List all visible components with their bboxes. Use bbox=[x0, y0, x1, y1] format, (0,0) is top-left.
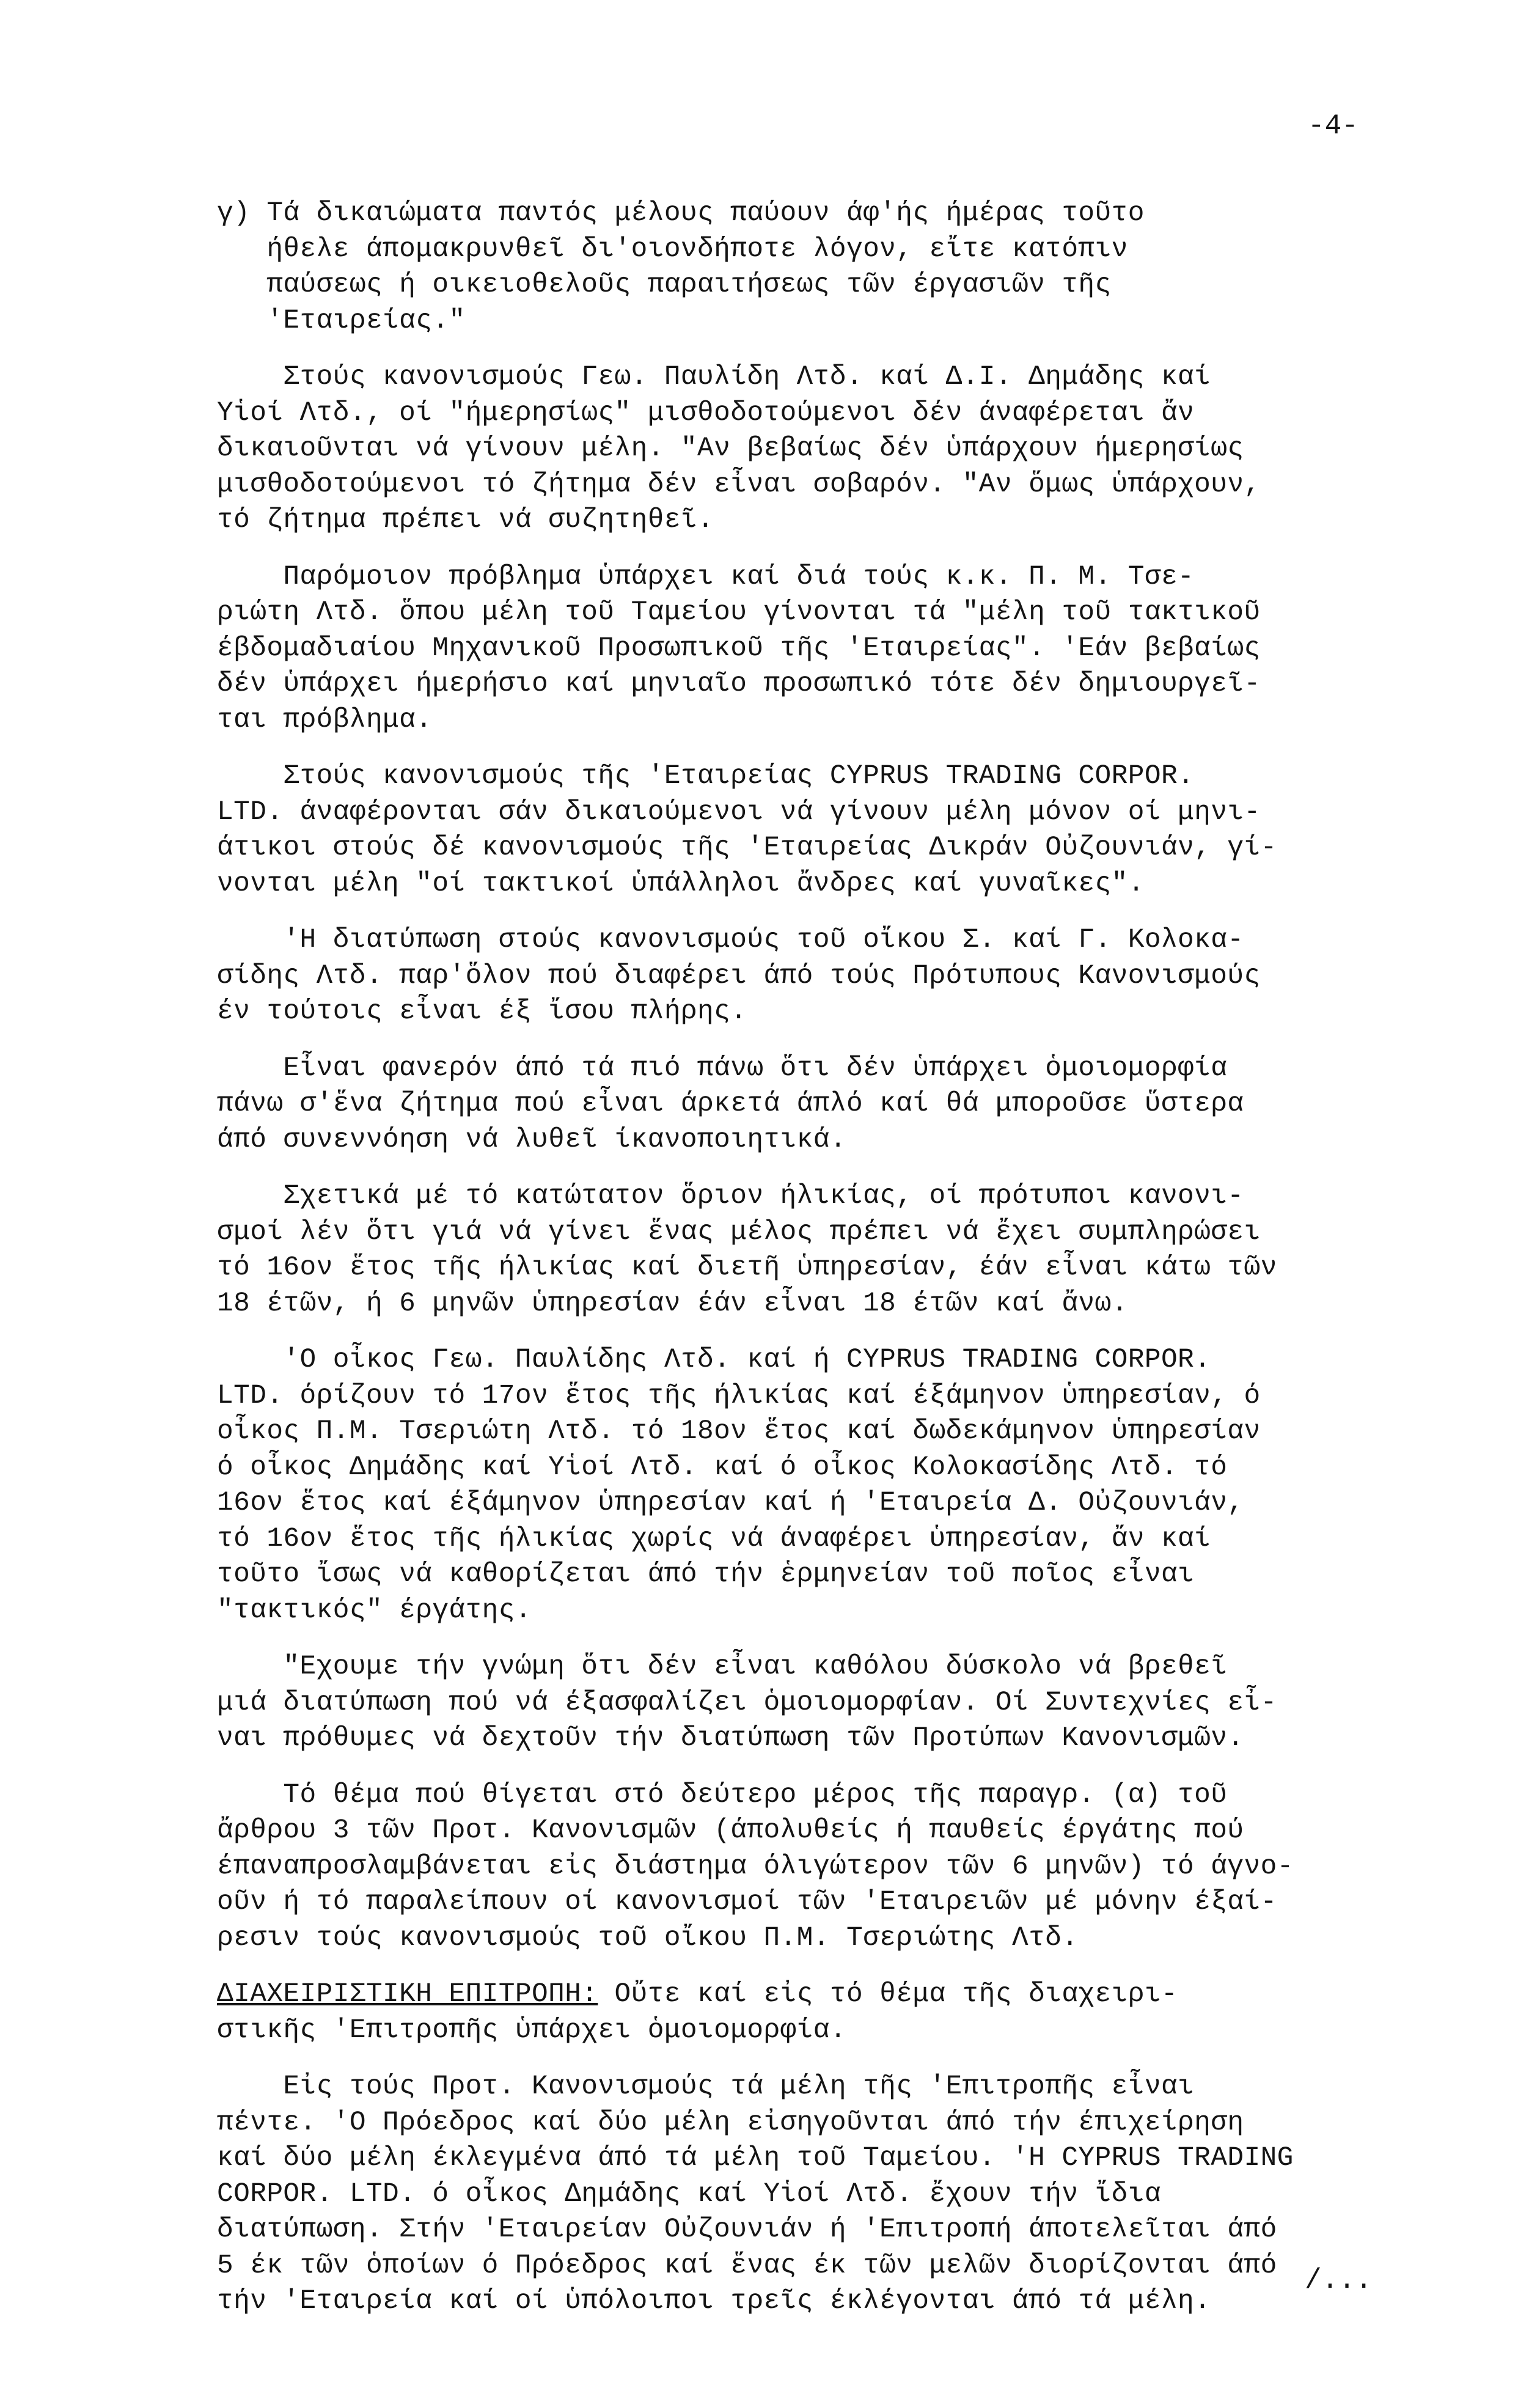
text-line bbox=[217, 559, 1433, 595]
line-text: τό 16ον ἕτος τῆς ήλικίας χωρίς νά άναφέρει ὑπηρεσίαν, ἄν καί bbox=[217, 1523, 1211, 1554]
text-line bbox=[217, 2013, 1433, 2049]
line-text: άπό συνεννόηση νά λυθεῖ ίκανοποιητικά. bbox=[217, 1124, 846, 1155]
text-line bbox=[217, 1977, 1433, 2013]
line-text: 'Η διατύπωση στούς κανονισμούς τοῦ οἴκου Σ. καί Γ. Κολοκα- bbox=[217, 925, 1244, 955]
body-text bbox=[217, 196, 1433, 2320]
text-line bbox=[217, 795, 1433, 831]
text-line bbox=[217, 1884, 1433, 1920]
text-line bbox=[217, 1450, 1433, 1486]
line-text: Εἰς τούς Προτ. Κανονισμούς τά μέλη τῆς 'Επιτροπῆς εἶναι bbox=[217, 2071, 1195, 2102]
line-text: ναι πρόθυμες νά δεχτοῦν τήν διατύπωση τῶν Προτύπων Κανονισμῶν. bbox=[217, 1723, 1244, 1754]
paragraph-gap bbox=[217, 1158, 1433, 1178]
continuation-mark: /... bbox=[1305, 2265, 1373, 2296]
text-line bbox=[217, 1342, 1433, 1378]
text-line bbox=[217, 1250, 1433, 1286]
text-line bbox=[217, 2283, 1433, 2320]
text-line bbox=[217, 1721, 1433, 1757]
text-line bbox=[217, 2212, 1433, 2248]
line-text: LTD. άναφέρονται σάν δικαιούμενοι νά γίνουν μέλη μόνον οί μηνι- bbox=[217, 796, 1261, 828]
line-text: 16ον ἕτος καί έξάμηνον ὑπηρεσίαν καί ή 'Εταιρεία Δ. Οὐζουνιάν, bbox=[217, 1488, 1244, 1518]
text-line bbox=[217, 303, 1433, 339]
text-line bbox=[217, 1557, 1433, 1593]
page-number: -4- bbox=[1308, 110, 1358, 142]
text-line bbox=[217, 502, 1433, 538]
paragraph bbox=[217, 1342, 1433, 1628]
line-text: σμοί λέν ὅτι γιά νά γίνει ἕνας μέλος πρέπει νά ἔχει συμπληρώσει bbox=[217, 1216, 1261, 1247]
text-line bbox=[217, 1178, 1433, 1214]
line-text: ται πρόβλημα. bbox=[217, 704, 433, 735]
line-text: έβδομαδιαίου Μηχανικοῦ Προσωπικοῦ τῆς 'Εταιρείας". 'Εάν βεβαίως bbox=[217, 633, 1261, 664]
line-text: οἶκος Π.Μ. Τσεριώτη Λτδ. τό 18ον ἕτος καί δωδεκάμηνον ὑπηρεσίαν bbox=[217, 1416, 1261, 1447]
text-line bbox=[217, 2069, 1433, 2105]
text-line bbox=[217, 1122, 1433, 1158]
line-text: δέν ὑπάρχει ήμερήσιο καί μηνιαῖο προσωπικό τότε δέν δημιουργεῖ- bbox=[217, 669, 1261, 699]
line-text: Στούς κανονισμούς τῆς 'Εταιρείας CYPRUS TRADING CORPOR. bbox=[217, 761, 1195, 792]
line-text: Σχετικά μέ τό κατώτατον ὅριον ήλικίας, οί πρότυποι κανονι- bbox=[217, 1181, 1244, 1211]
line-text: ό οἶκος Δημάδης καί Υἱοί Λτδ. καί ό οἶκος Κολοκασίδης Λτδ. τό bbox=[217, 1452, 1228, 1483]
text-line bbox=[217, 267, 1433, 303]
paragraph bbox=[217, 759, 1433, 902]
text-line bbox=[217, 359, 1433, 395]
paragraph bbox=[217, 196, 1433, 339]
text-line bbox=[217, 395, 1433, 432]
line-text: διατύπωση. Στήν 'Εταιρείαν Οὐζουνιάν ή 'Επιτροπή άποτελεῖται άπό bbox=[217, 2214, 1277, 2245]
line-text: μισθοδοτούμενοι τό ζήτημα δέν εἶναι σοβαρόν. "Αν ὅμως ὑπάρχουν, bbox=[217, 469, 1261, 500]
text-line bbox=[217, 759, 1433, 795]
text-line bbox=[217, 922, 1433, 958]
paragraph bbox=[217, 1649, 1433, 1757]
line-text: τό ζήτημα πρέπει νά συζητηθεῖ. bbox=[217, 505, 714, 535]
line-text: νονται μέλη "οί τακτικοί ὑπάλληλοι ἄνδρες καί γυναῖκες". bbox=[217, 868, 1145, 899]
line-text: τό 16ον ἕτος τῆς ήλικίας καί διετῆ ὑπηρεσίαν, έάν εἶναι κάτω τῶν bbox=[217, 1252, 1277, 1283]
line-text: τοῦτο ἴσως νά καθορίζεται άπό τήν ἑρμηνείαν τοῦ ποῖος εἶναι bbox=[217, 1559, 1195, 1590]
text-line bbox=[217, 631, 1433, 667]
text-line bbox=[217, 1485, 1433, 1521]
paragraph-gap bbox=[217, 1757, 1433, 1777]
paragraph-gap bbox=[217, 1956, 1433, 1977]
text-line bbox=[217, 1086, 1433, 1122]
line-text: 'Ο οἶκος Γεω. Παυλίδης Λτδ. καί ή CYPRUS TRADING CORPOR. bbox=[217, 1345, 1211, 1375]
text-line bbox=[217, 666, 1433, 702]
text-line bbox=[217, 1685, 1433, 1721]
paragraph-gap bbox=[217, 339, 1433, 359]
line-text: τήν 'Εταιρεία καί οί ὑπόλοιποι τρεῖς έκλέγονται άπό τά μέλη. bbox=[217, 2286, 1211, 2316]
text-line bbox=[217, 866, 1433, 902]
line-text: Τό θέμα πού θίγεται στό δεύτερο μέρος τῆς παραγρ. (α) τοῦ bbox=[217, 1779, 1228, 1810]
text-line bbox=[217, 1051, 1433, 1087]
line-text: παύσεως ή οικειοθελοῦς παραιτήσεως τῶν έργασιῶν τῆς bbox=[217, 270, 1112, 300]
text-line bbox=[217, 1414, 1433, 1450]
text-line bbox=[217, 232, 1433, 268]
text-line bbox=[217, 196, 1433, 232]
text-line bbox=[217, 2105, 1433, 2141]
line-text: ρεσιν τούς κανονισμούς τοῦ οἴκου Π.Μ. Τσεριώτης Λτδ. bbox=[217, 1922, 1079, 1953]
paragraph bbox=[217, 1051, 1433, 1158]
line-text: ριώτη Λτδ. ὅπου μέλη τοῦ Ταμείου γίνονται τά "μέλη τοῦ τακτικοῦ bbox=[217, 597, 1261, 628]
text-line bbox=[217, 1378, 1433, 1414]
text-line bbox=[217, 1777, 1433, 1813]
text-line bbox=[217, 702, 1433, 738]
line-text: οῦν ή τό παραλείπουν οί κανονισμοί τῶν 'Εταιρειῶν μέ μόνην έξαί- bbox=[217, 1887, 1277, 1917]
text-line bbox=[217, 2140, 1433, 2177]
line-text: Υἱοί Λτδ., οί "ήμερησίως" μισθοδοτούμενοι δέν άναφέρεται ἄν bbox=[217, 397, 1195, 428]
text-line bbox=[217, 994, 1433, 1030]
line-text: πάνω σ'ἕνα ζήτημα πού εἶναι άρκετά άπλό καί θά μποροῦσε ὕστερα bbox=[217, 1089, 1244, 1119]
paragraph-gap bbox=[217, 738, 1433, 759]
line-text: Οὔτε καί εἰς τό θέμα τῆς διαχειρι- bbox=[598, 1979, 1178, 2010]
line-text: ἄρθρου 3 τῶν Προτ. Κανονισμῶν (άπολυθείς ή παυθείς έργάτης πού bbox=[217, 1815, 1244, 1846]
paragraph-gap bbox=[217, 538, 1433, 559]
line-text: σίδης Λτδ. παρ'ὅλον πού διαφέρει άπό τούς Πρότυπους Κανονισμούς bbox=[217, 960, 1261, 991]
line-text: "Εχουμε τήν γνώμη ὅτι δέν εἶναι καθόλου δύσκολο νά βρεθεῖ bbox=[217, 1651, 1228, 1682]
line-text: ήθελε άπομακρυνθεῖ δι'οιονδήποτε λόγον, εἴτε κατόπιν bbox=[217, 233, 1128, 265]
paragraph-gap bbox=[217, 1628, 1433, 1649]
text-line bbox=[217, 1521, 1433, 1557]
paragraph bbox=[217, 1977, 1433, 2048]
paragraph bbox=[217, 1777, 1433, 1956]
text-line bbox=[217, 1920, 1433, 1956]
text-line bbox=[217, 1649, 1433, 1685]
line-text: καί δύο μέλη έκλεγμένα άπό τά μέλη τοῦ Ταμείου. 'Η CYPRUS TRADING bbox=[217, 2143, 1294, 2173]
line-text: γ) Τά δικαιώματα παντός μέλους παύουν άφ'ής ήμέρας τοῦτο bbox=[217, 198, 1145, 229]
paragraph bbox=[217, 2069, 1433, 2320]
text-line bbox=[217, 431, 1433, 467]
line-text: LTD. όρίζουν τό 17ον ἕτος τῆς ήλικίας καί έξάμηνον ὑπηρεσίαν, ό bbox=[217, 1380, 1261, 1411]
line-text: Παρόμοιον πρόβλημα ὑπάρχει καί διά τούς κ.κ. Π. Μ. Τσε- bbox=[217, 561, 1195, 592]
text-line bbox=[217, 1593, 1433, 1629]
line-text: έπαναπροσλαμβάνεται εἰς διάστημα όλιγώτερον τῶν 6 μηνῶν) τό άγνο- bbox=[217, 1851, 1294, 1882]
paragraph bbox=[217, 922, 1433, 1030]
line-text: στικῆς 'Επιτροπῆς ὑπάρχει ὁμοιομορφία. bbox=[217, 2015, 846, 2046]
paragraph-gap bbox=[217, 1030, 1433, 1051]
paragraph-gap bbox=[217, 1321, 1433, 1342]
text-line bbox=[217, 958, 1433, 994]
text-line bbox=[217, 830, 1433, 866]
text-line bbox=[217, 1813, 1433, 1849]
line-text: μιά διατύπωση πού νά έξασφαλίζει ὁμοιομορφίαν. Οί Συντεχνίες εἶ- bbox=[217, 1687, 1277, 1718]
line-text: έν τούτοις εἶναι έξ ἴσου πλήρης. bbox=[217, 996, 747, 1027]
line-text: CORPOR. LTD. ό οἶκος Δημάδης καί Υἱοί Λτδ. ἔχουν τήν ἴδια bbox=[217, 2178, 1161, 2210]
line-text: "τακτικός" έργάτης. bbox=[217, 1595, 532, 1626]
section-heading: ΔΙΑΧΕΙΡΙΣΤΙΚΗ ΕΠΙΤΡΟΠΗ: bbox=[217, 1979, 598, 2010]
text-line bbox=[217, 2248, 1433, 2284]
line-text: 18 έτῶν, ή 6 μηνῶν ὑπηρεσίαν έάν εἶναι 18 έτῶν καί ἄνω. bbox=[217, 1288, 1128, 1319]
line-text: Στούς κανονισμούς Γεω. Παυλίδη Λτδ. καί Δ.Ι. Δημάδης καί bbox=[217, 362, 1211, 392]
paragraph-gap bbox=[217, 902, 1433, 922]
line-text: Εἶναι φανερόν άπό τά πιό πάνω ὅτι δέν ὑπάρχει ὁμοιομορφία bbox=[217, 1053, 1228, 1084]
paragraph bbox=[217, 1178, 1433, 1321]
line-text: πέντε. 'Ο Πρόεδρος καί δύο μέλη εἰσηγοῦνται άπό τήν έπιχείρηση bbox=[217, 2107, 1244, 2138]
text-line bbox=[217, 1849, 1433, 1885]
text-line bbox=[217, 1214, 1433, 1251]
line-text: δικαιοῦνται νά γίνουν μέλη. "Αν βεβαίως δέν ὑπάρχουν ήμερησίως bbox=[217, 433, 1244, 464]
text-line bbox=[217, 1286, 1433, 1322]
paragraph bbox=[217, 559, 1433, 738]
line-text: άτικοι στούς δέ κανονισμούς τῆς 'Εταιρείας Δικράν Οὐζουνιάν, γί- bbox=[217, 832, 1277, 863]
line-text: 5 έκ τῶν ὁποίων ό Πρόεδρος καί ἕνας έκ τῶν μελῶν διορίζονται άπό bbox=[217, 2250, 1277, 2281]
text-line bbox=[217, 2177, 1433, 2213]
text-line bbox=[217, 467, 1433, 503]
text-line bbox=[217, 595, 1433, 631]
paragraph-gap bbox=[217, 2048, 1433, 2069]
paragraph bbox=[217, 359, 1433, 538]
line-text: 'Εταιρείας." bbox=[217, 305, 466, 336]
